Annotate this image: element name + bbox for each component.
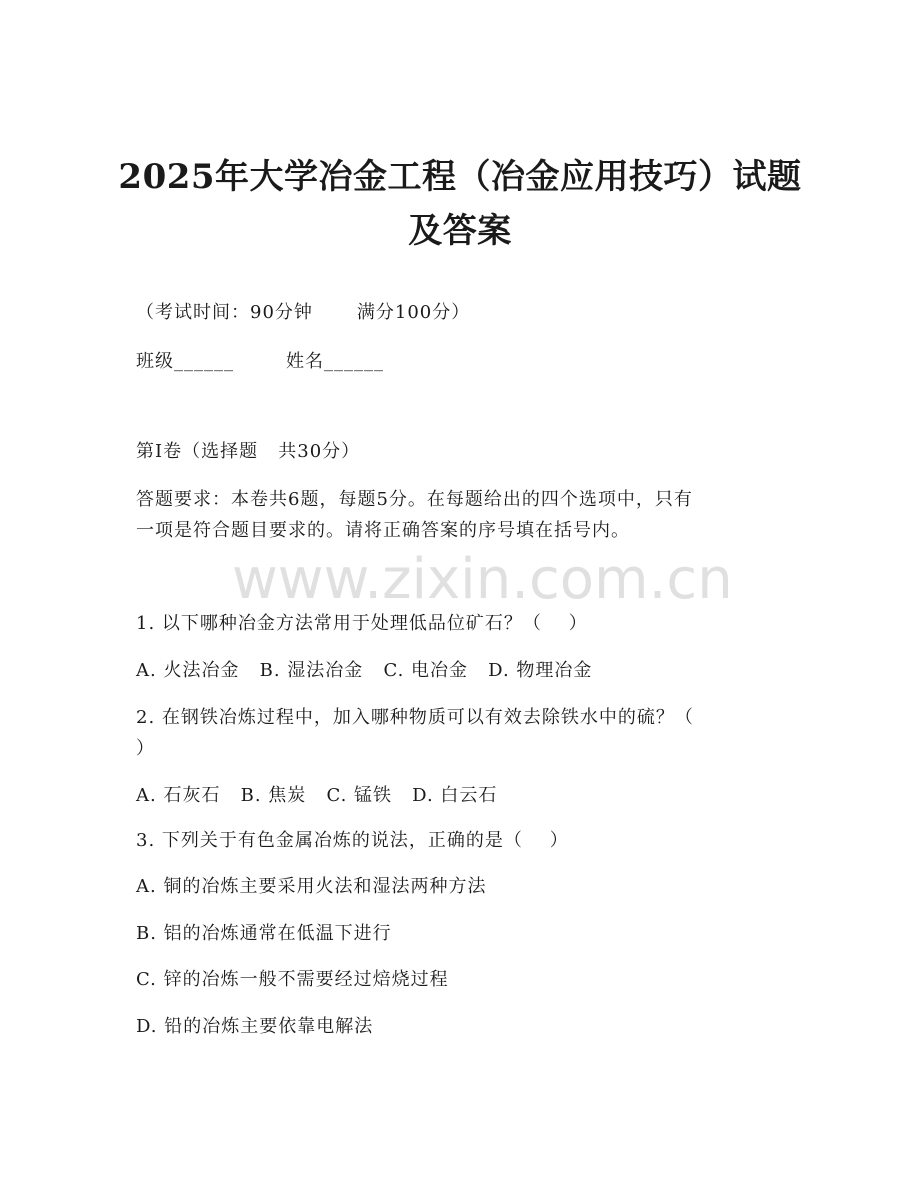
- section-instruction-line-2: 一项是符合题目要求的。请将正确答案的序号填在括号内。: [136, 520, 630, 541]
- document-title: [90, 150, 830, 258]
- question-2-stem-line-2: ）: [136, 738, 155, 759]
- class-field: 班级______: [136, 351, 234, 372]
- question-3-stem: 3. 下列关于有色金属冶炼的说法，正确的是（ ）: [136, 830, 569, 851]
- title-line-1: 2025年大学冶金工程（冶金应用技巧）试题: [118, 157, 802, 197]
- question-2-stem-line-1: 2. 在钢铁冶炼过程中，加入哪种物质可以有效去除铁水中的硫？（: [136, 707, 694, 728]
- section-heading: 第I卷（选择题 共30分）: [136, 441, 361, 462]
- section-instruction-line-1: 答题要求：本卷共6题，每题5分。在每题给出的四个选项中，只有: [136, 489, 693, 510]
- watermark: www.zixin.com.cn: [232, 547, 733, 612]
- question-3-option-c: C. 锌的冶炼一般不需要经过焙烧过程: [136, 969, 449, 990]
- question-3-option-a: A. 铜的冶炼主要采用火法和湿法两种方法: [136, 876, 487, 897]
- question-3-option-d: D. 铅的冶炼主要依靠电解法: [136, 1016, 374, 1037]
- name-field: 姓名______: [286, 351, 384, 372]
- exam-time: （考试时间：90分钟: [136, 302, 313, 323]
- question-3-option-b: B. 铝的冶炼通常在低温下进行: [136, 923, 392, 944]
- exam-info: [136, 300, 470, 326]
- title-line-2: 及答案: [408, 211, 512, 251]
- question-1-stem: 1. 以下哪种冶金方法常用于处理低品位矿石？（ ）: [136, 613, 588, 634]
- question-2-options: A. 石灰石 B. 焦炭 C. 锰铁 D. 白云石: [136, 785, 498, 806]
- exam-full-score: 满分100分）: [356, 302, 471, 323]
- student-info: [136, 349, 384, 375]
- question-1-options: A. 火法冶金 B. 湿法冶金 C. 电冶金 D. 物理冶金: [136, 660, 593, 681]
